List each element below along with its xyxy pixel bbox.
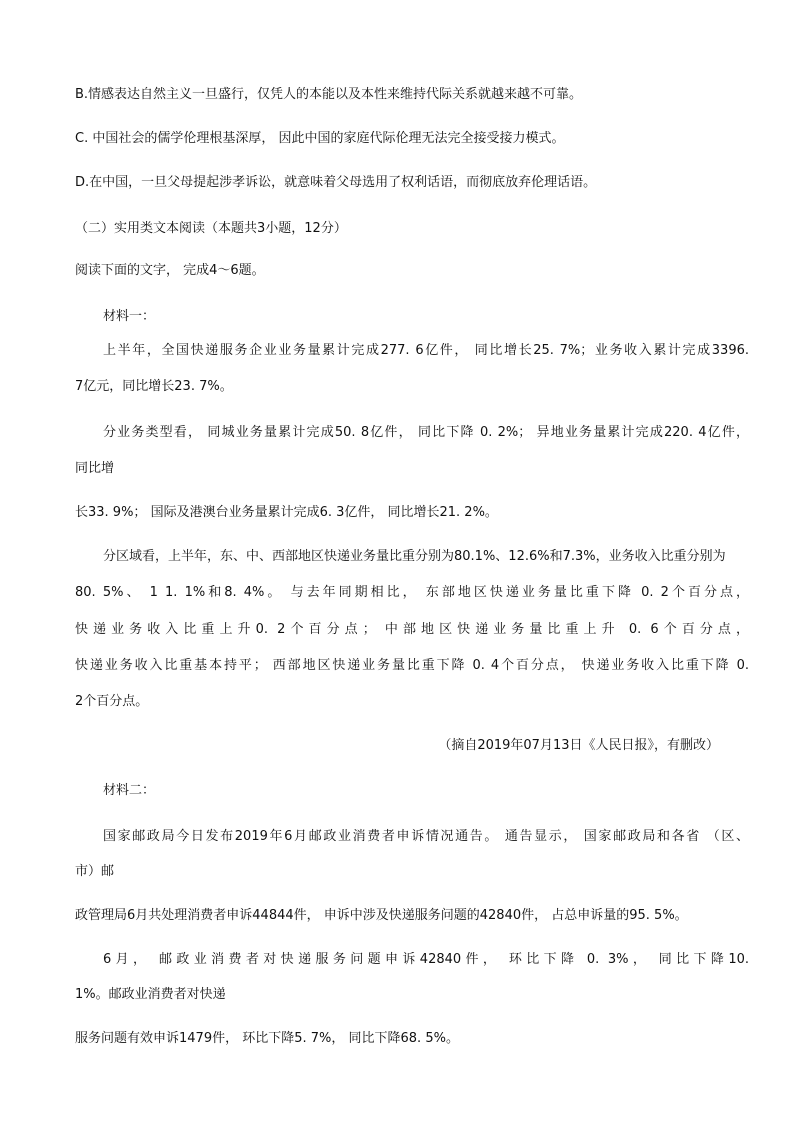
material1-p2-line3: 长33. 9%； 国际及港澳台业务量累计完成6. 3亿件， 同比增长21. 2%。 xyxy=(75,505,498,520)
material1-p2-line1: 分业务类型看， 同城业务量累计完成50. 8亿件， 同比下降 0. 2%； 异地业务量累计完成220. 4亿件， xyxy=(103,425,749,440)
option-d: D.在中国，一旦父母提起涉孝诉讼，就意味着父母选用了权利话语，而彻底放弃伦理话语。 xyxy=(75,175,597,190)
material2-label: 材料二： xyxy=(103,783,156,798)
material1-p3-line1: 分区域看，上半年，东、中、西部地区快递业务量比重分别为80.1%、12.6%和7.3%，业务收入比重分别为 xyxy=(103,549,726,564)
material2-p1-line3: 政管理局6月共处理消费者申诉44844件， 申诉中涉及快递服务问题的42840件， 占总申诉量的95. 5%。 xyxy=(75,908,688,923)
material1-p3-line3: 快递业务收入比重上升0. 2个百分点； 中部地区快递业务量比重上升 0. 6个百分点， xyxy=(75,622,749,637)
option-c: C. 中国社会的儒学伦理根基深厚， 因此中国的家庭代际伦理无法完全接受接力模式。 xyxy=(75,131,565,146)
material1-label: 材料一： xyxy=(103,309,156,324)
material1-p1-line2: 7亿元，同比增长23. 7%。 xyxy=(75,379,233,394)
material1-p1-line1: 上半年，全国快递服务企业业务量累计完成277. 6亿件， 同比增长25. 7%；业务收入累计完成3396. xyxy=(103,343,749,358)
option-b: B.情感表达自然主义一旦盛行，仅凭人的本能以及本性来维持代际关系就越来越不可靠。 xyxy=(75,87,583,102)
material2-p2-line1: 6月， 邮政业消费者对快递服务问题申诉42840件， 环比下降 0. 3%， 同比下降10. xyxy=(103,952,749,967)
material2-p1-line2: 市）邮 xyxy=(75,864,115,879)
material1-source: （摘自2019年07月13日《人民日报》，有删改） xyxy=(438,738,719,753)
section-heading: （二）实用类文本阅读（本题共3小题，12分） xyxy=(75,221,347,236)
material2-p2-line3: 服务问题有效申诉1479件， 环比下降5. 7%， 同比下降68. 5%。 xyxy=(75,1031,459,1046)
material1-p3-line2: 80. 5%、 1 1. 1%和8. 4%。 与去年同期相比， 东部地区快递业务量比重下降 0. 2个百分点， xyxy=(75,585,749,600)
material1-p3-line4: 快递业务收入比重基本持平； 西部地区快递业务量比重下降 0. 4个百分点， 快递业务收入比重下降 0. xyxy=(75,658,749,673)
material2-p1-line1: 国家邮政局今日发布2019年6月邮政业消费者申诉情况通告。 通告显示， 国家邮政局和各省 （区、 xyxy=(103,829,749,844)
material1-p3-line5: 2个百分点。 xyxy=(75,694,149,709)
section-instruction: 阅读下面的文字， 完成4～6题。 xyxy=(75,263,265,278)
material2-p2-line2: 1%。邮政业消费者对快递 xyxy=(75,987,226,1002)
material1-p2-line2: 同比增 xyxy=(75,461,115,476)
